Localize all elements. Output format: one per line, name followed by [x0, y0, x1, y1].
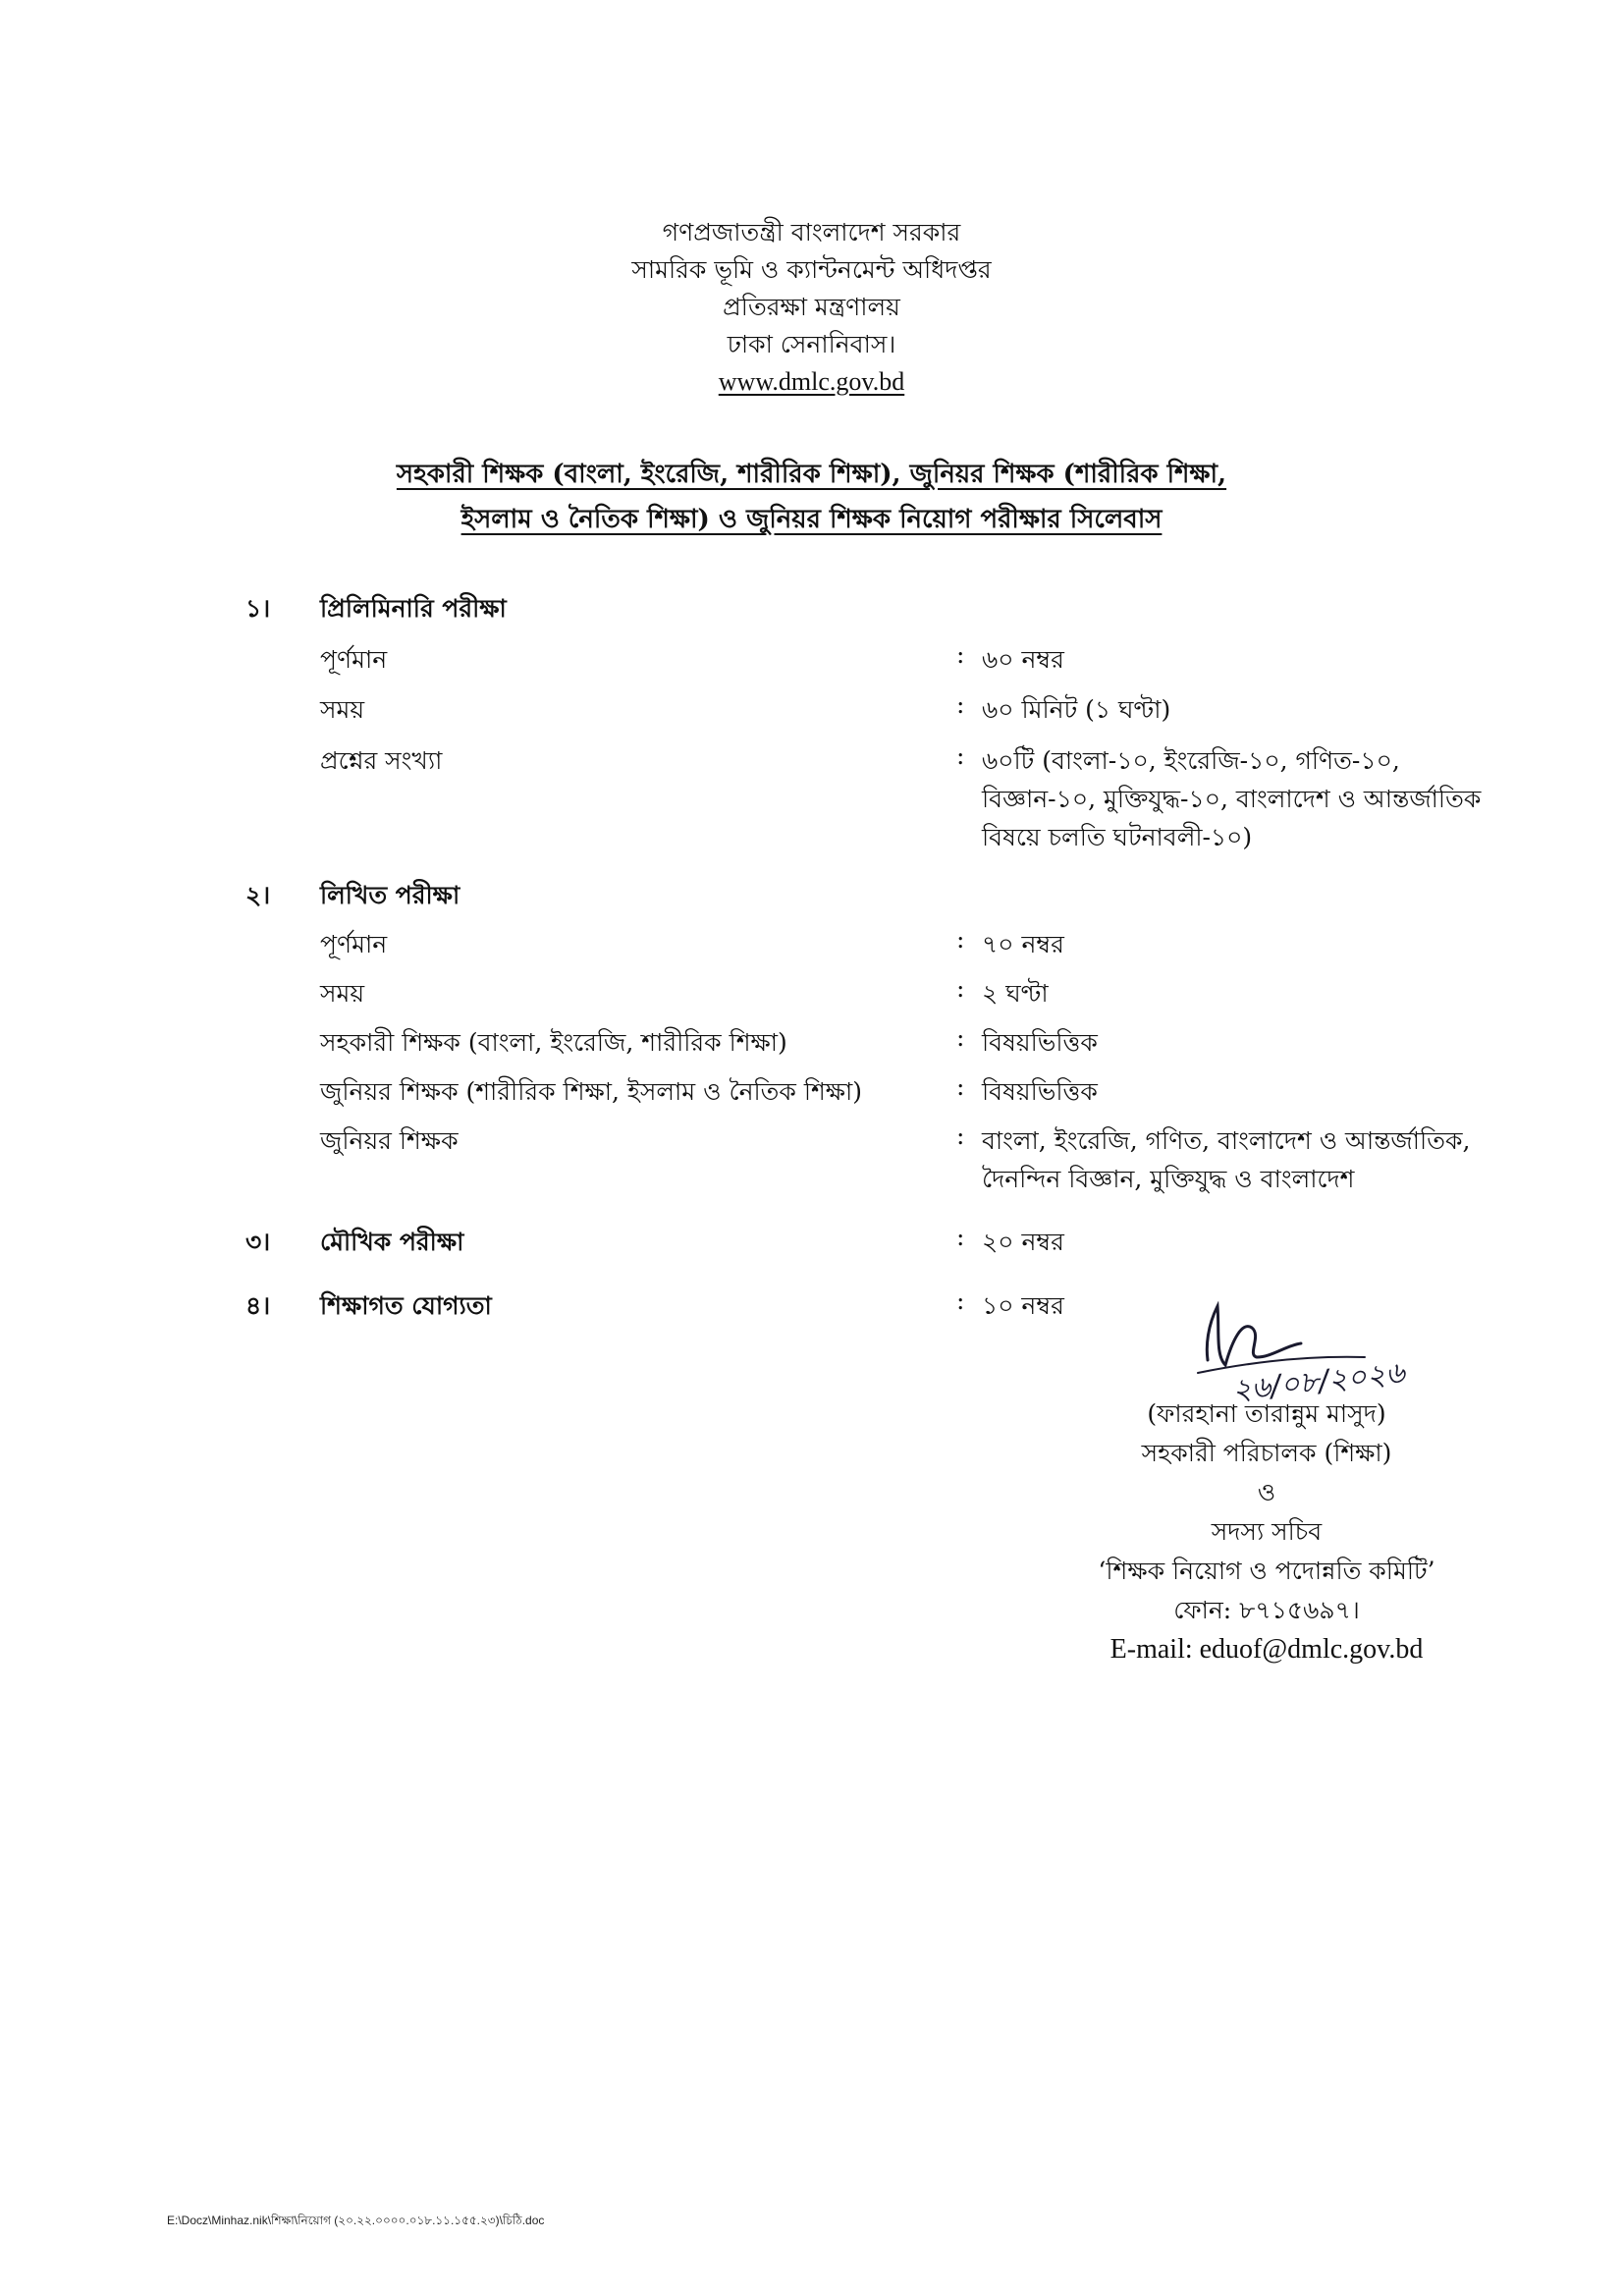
row-value: বিষয়ভিত্তিক [982, 1077, 1098, 1106]
row-value: ২০ নম্বর [982, 1228, 1064, 1256]
row-colon: : [956, 925, 965, 954]
row-value: ৬০টি (বাংলা-১০, ইংরেজি-১০, গণিত-১০, বিজ্ঞান-১০, মুক্তিযুদ্ধ-১০, বাংলাদেশ ও আন্তর্জাতিক বিষয়ে চলতি ঘটনাবলী-১০) [982, 746, 1482, 851]
signatory-conjunction: ও [1257, 1478, 1276, 1506]
row-colon: : [956, 1286, 965, 1315]
file-path-footer: E:\Docz\Minhaz.nik\শিক্ষা\নিয়োগ (২০.২২.০০০০.০১৮.১১.১৫৫.২৩)\চিঠি.doc [167, 2214, 545, 2227]
row-label: জুনিয়র শিক্ষক (শারীরিক শিক্ষা, ইসলাম ও নৈতিক শিক্ষা) [320, 1077, 863, 1106]
row-colon: : [956, 1121, 965, 1150]
title-line-1: সহকারী শিক্ষক (বাংলা, ইংরেজি, শারীরিক শিক্ষা), জুনিয়র শিক্ষক (শারীরিক শিক্ষা, [396, 460, 1227, 489]
website-link[interactable]: www.dmlc.gov.bd [718, 367, 905, 396]
signatory-name: (ফারহানা তারান্নুম মাসুদ) [1147, 1399, 1386, 1428]
row-colon: : [956, 1223, 965, 1251]
row-colon: : [956, 741, 965, 770]
signatory-role: সদস্য সচিব [1211, 1517, 1323, 1546]
row-colon: : [956, 640, 965, 669]
section-number: ৪। [245, 1291, 271, 1320]
section-number: ৩। [245, 1228, 271, 1256]
title-line-2: ইসলাম ও নৈতিক শিক্ষা) ও জুনিয়র শিক্ষক নিয়োগ পরীক্ষার সিলেবাস [460, 505, 1163, 534]
row-colon: : [956, 1023, 965, 1052]
row-value: বিষয়ভিত্তিক [982, 1028, 1098, 1057]
govt-name: গণপ্রজাতন্ত্রী বাংলাদেশ সরকার [662, 218, 961, 246]
row-label: প্রশ্নের সংখ্যা [320, 746, 443, 775]
section-number: ১। [245, 594, 271, 623]
phone-number: ফোন: ৮৭১৫৬৯৭। [1173, 1596, 1360, 1624]
row-value: ৭০ নম্বর [982, 930, 1064, 958]
row-colon: : [956, 690, 965, 719]
section-title: লিখিত পরীক্ষা [320, 881, 460, 909]
location: ঢাকা সেনানিবাস। [727, 330, 896, 358]
row-colon: : [956, 974, 965, 1003]
email-address[interactable]: E-mail: eduof@dmlc.gov.bd [1109, 1634, 1424, 1665]
signatory-designation: সহকারী পরিচালক (শিক্ষা) [1141, 1439, 1392, 1467]
committee-name: ‘শিক্ষক নিয়োগ ও পদোন্নতি কমিটি’ [1098, 1557, 1435, 1585]
row-label: সময় [320, 695, 365, 724]
row-colon: : [956, 1072, 965, 1101]
row-label: পূর্ণমান [320, 645, 388, 674]
section-title: প্রিলিমিনারি পরীক্ষা [320, 594, 507, 623]
row-value: ৬০ নম্বর [982, 645, 1064, 674]
row-value: বাংলা, ইংরেজি, গণিত, বাংলাদেশ ও আন্তর্জাতিক, দৈনন্দিন বিজ্ঞান, মুক্তিযুদ্ধ ও বাংলাদেশ [982, 1126, 1471, 1193]
row-value: ১০ নম্বর [982, 1291, 1064, 1320]
section-title: শিক্ষাগত যোগ্যতা [320, 1291, 492, 1320]
row-value: ৬০ মিনিট (১ ঘণ্টা) [982, 695, 1171, 724]
section-number: ২। [245, 881, 271, 909]
section-title: মৌখিক পরীক্ষা [320, 1228, 464, 1256]
row-label: পূর্ণমান [320, 930, 388, 958]
letterhead [0, 214, 1623, 401]
row-value: ২ ঘণ্টা [982, 979, 1049, 1008]
department-name: সামরিক ভূমি ও ক্যান্টনমেন্ট অধিদপ্তর [631, 255, 992, 284]
row-label: জুনিয়র শিক্ষক [320, 1126, 459, 1155]
signature-date: ২৬/০৮/২০২৬ [1230, 1355, 1407, 1408]
document-title [295, 452, 1328, 542]
signatory-block [1041, 1394, 1492, 1669]
row-label: সময় [320, 979, 365, 1008]
row-label: সহকারী শিক্ষক (বাংলা, ইংরেজি, শারীরিক শিক্ষা) [320, 1028, 787, 1057]
ministry-name: প্রতিরক্ষা মন্ত্রণালয় [723, 293, 900, 321]
